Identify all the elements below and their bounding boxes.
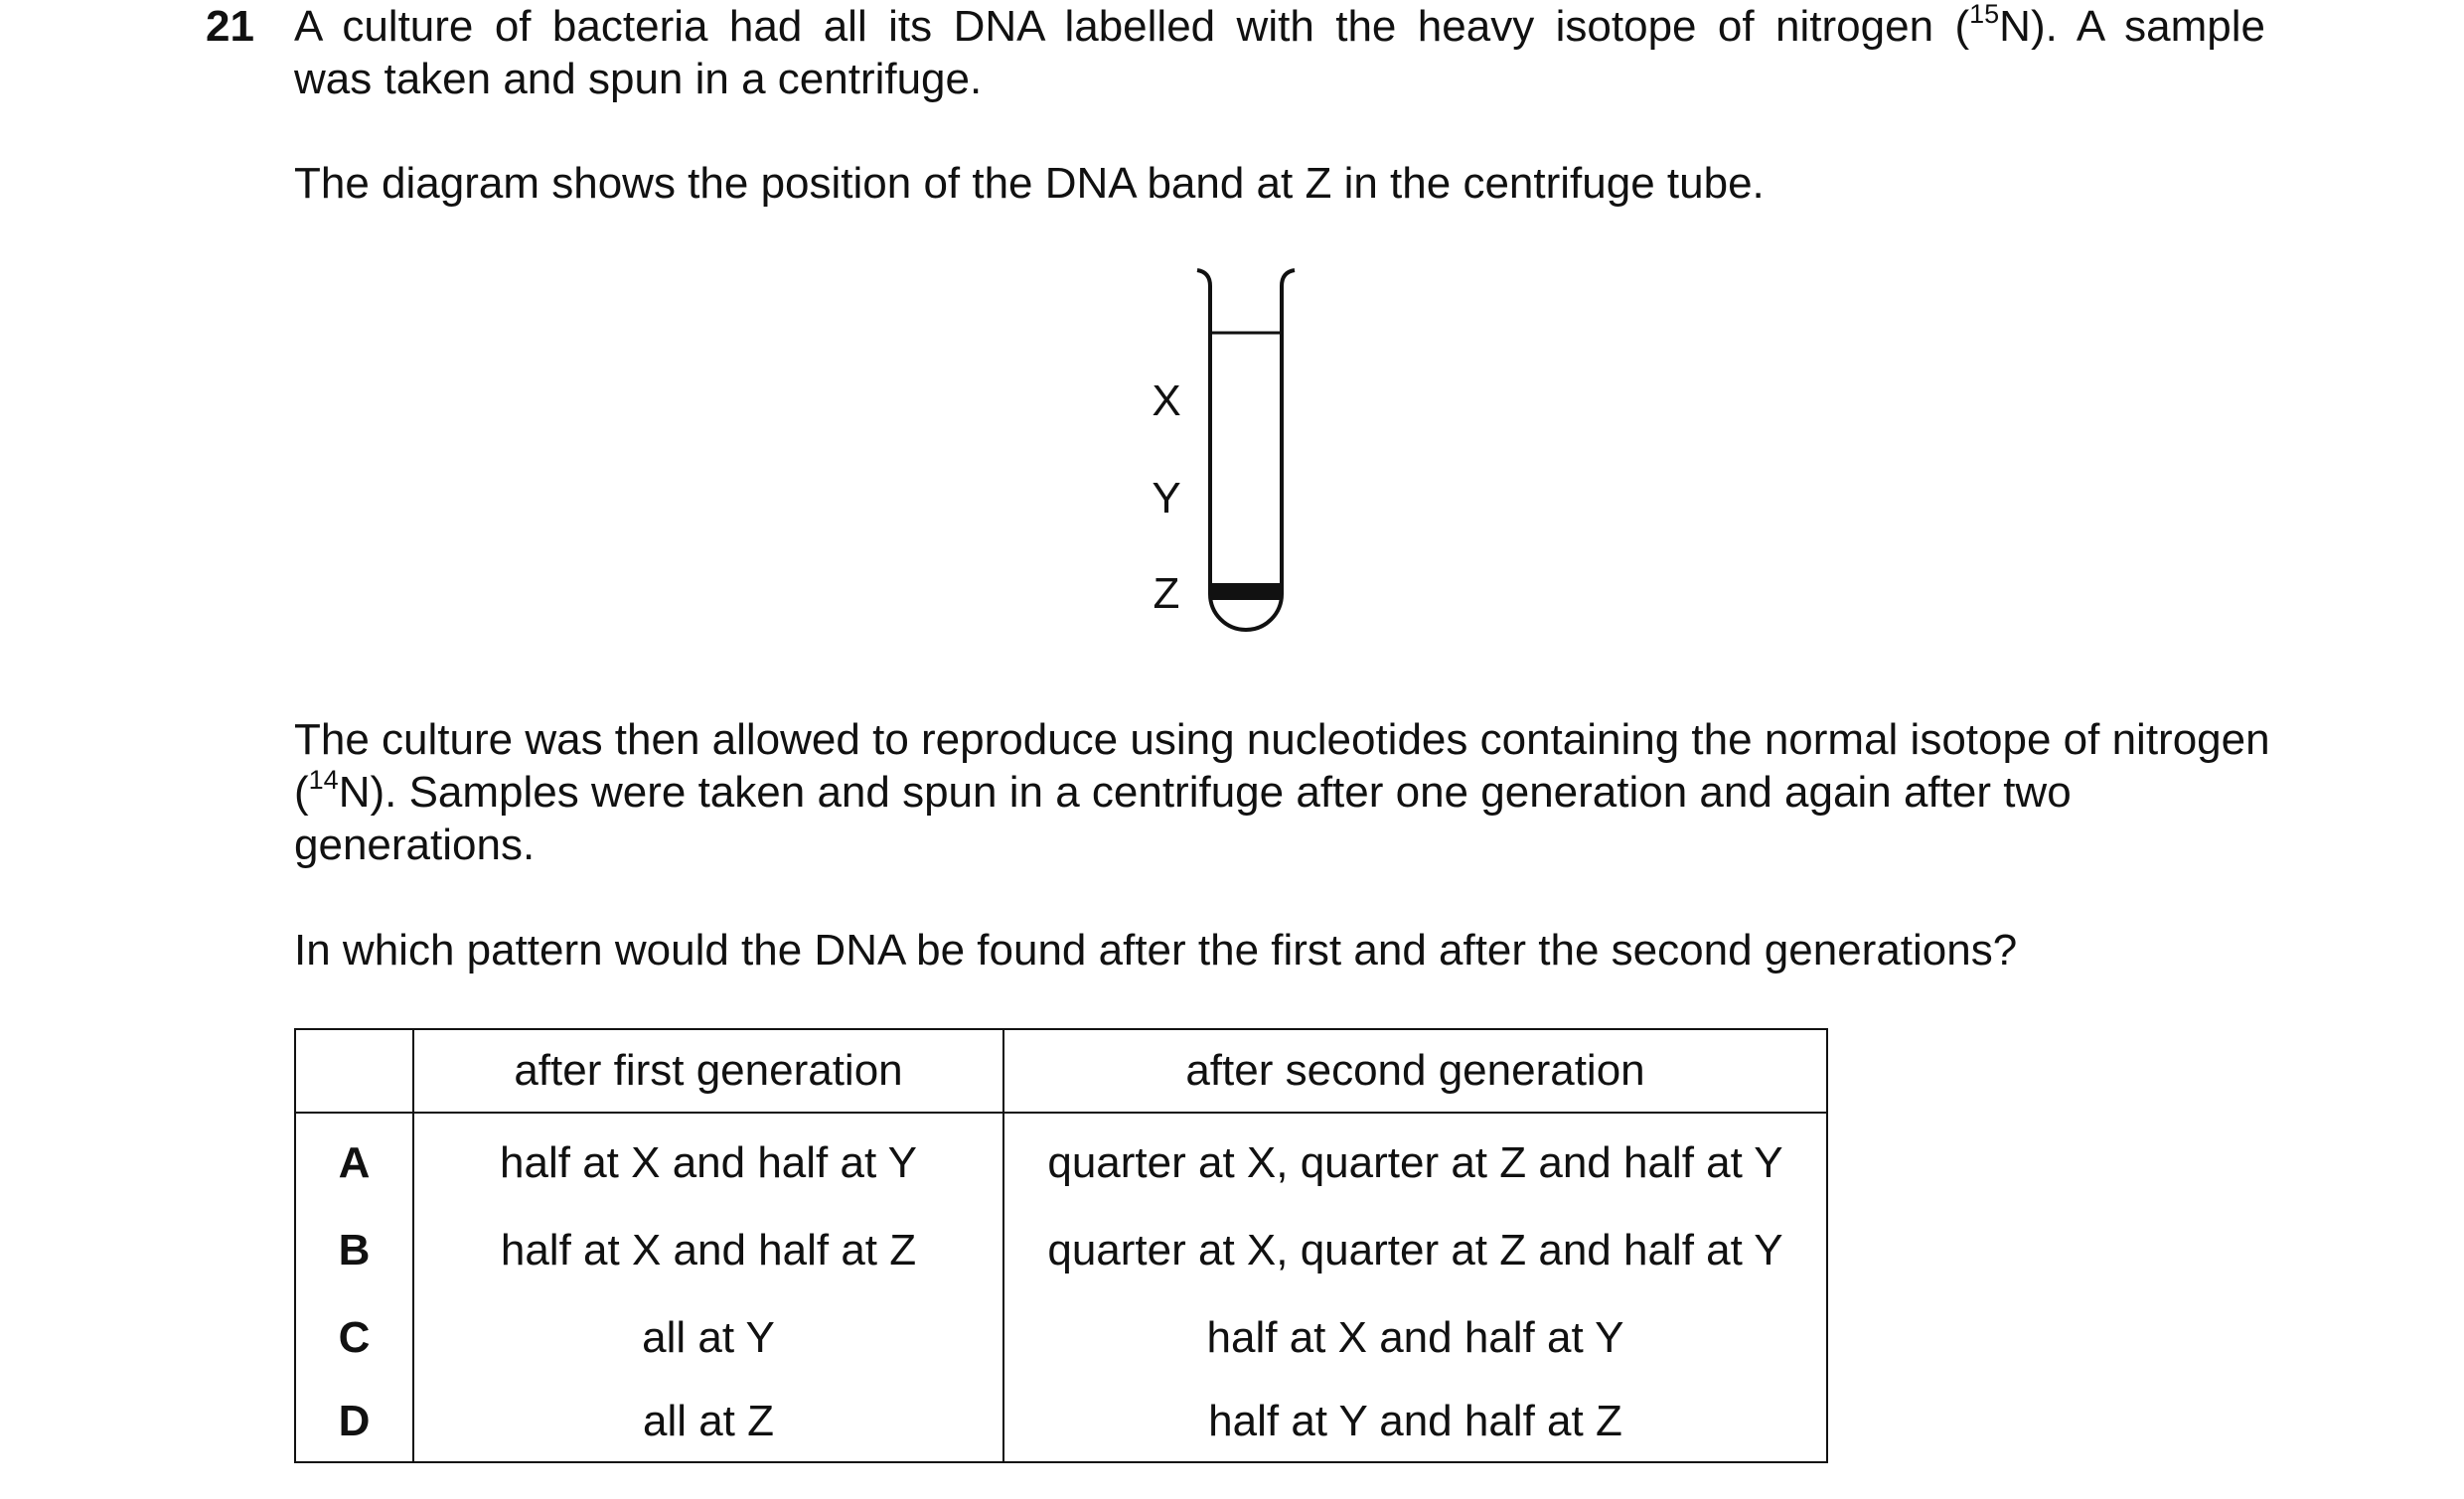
option-first-generation: half at X and half at Y bbox=[413, 1113, 1003, 1207]
reproduction-paragraph: The culture was then allowed to reproduce using nucleotides containing the normal isotope of nitrogen ($^{14}$N). Samples were taken and spun in a centrifuge after one generation and again after two generations. bbox=[294, 715, 2270, 869]
question-prompt: In which pattern would the DNA be found after the first and after the second generations? bbox=[294, 926, 2018, 974]
option-second-generation: quarter at X, quarter at Z and half at Y bbox=[1003, 1113, 1827, 1207]
option-second-generation: quarter at X, quarter at Z and half at Y bbox=[1003, 1207, 1827, 1294]
option-first-generation: all at Z bbox=[413, 1382, 1003, 1462]
intro-line-1: A culture of bacteria had all its DNA labelled with the heavy isotope of nitrogen ($^{15}$N). A sample bbox=[294, 0, 2265, 51]
isotope-15-superscript: 15 bbox=[1969, 0, 2000, 30]
tube-left-wall bbox=[1197, 270, 1210, 594]
dna-band-z bbox=[1210, 583, 1282, 600]
diagram-caption: The diagram shows the position of the DNA band at Z in the centrifuge tube. bbox=[294, 159, 1765, 208]
option-key[interactable]: A bbox=[295, 1113, 413, 1207]
label-x: X bbox=[1152, 376, 1181, 425]
question-intro bbox=[294, 0, 2281, 105]
centrifuge-tube-diagram bbox=[1143, 258, 1321, 675]
option-row-c[interactable] bbox=[295, 1294, 1827, 1382]
header-first-generation: after first generation bbox=[413, 1029, 1003, 1113]
option-row-d[interactable] bbox=[295, 1382, 1827, 1462]
option-key[interactable]: D bbox=[295, 1382, 413, 1462]
option-second-generation: half at X and half at Y bbox=[1003, 1294, 1827, 1382]
header-second-generation: after second generation bbox=[1003, 1029, 1827, 1113]
option-second-generation: half at Y and half at Z bbox=[1003, 1382, 1827, 1462]
answer-options-table bbox=[294, 1028, 1828, 1463]
table-header-row bbox=[295, 1029, 1827, 1113]
intro-line-2: was taken and spun in a centrifuge. bbox=[294, 55, 983, 103]
header-key-cell bbox=[295, 1029, 413, 1113]
option-row-b[interactable] bbox=[295, 1207, 1827, 1294]
centrifuge-tube-svg bbox=[1143, 258, 1321, 675]
option-key[interactable]: B bbox=[295, 1207, 413, 1294]
tube-right-wall bbox=[1282, 270, 1295, 594]
option-key[interactable]: C bbox=[295, 1294, 413, 1382]
option-row-a[interactable] bbox=[295, 1113, 1827, 1207]
label-y: Y bbox=[1152, 474, 1181, 523]
label-z: Z bbox=[1153, 569, 1180, 618]
question-number: 21 bbox=[206, 2, 254, 51]
isotope-14-superscript: 14 bbox=[308, 765, 339, 796]
option-first-generation: half at X and half at Z bbox=[413, 1207, 1003, 1294]
option-first-generation: all at Y bbox=[413, 1294, 1003, 1382]
